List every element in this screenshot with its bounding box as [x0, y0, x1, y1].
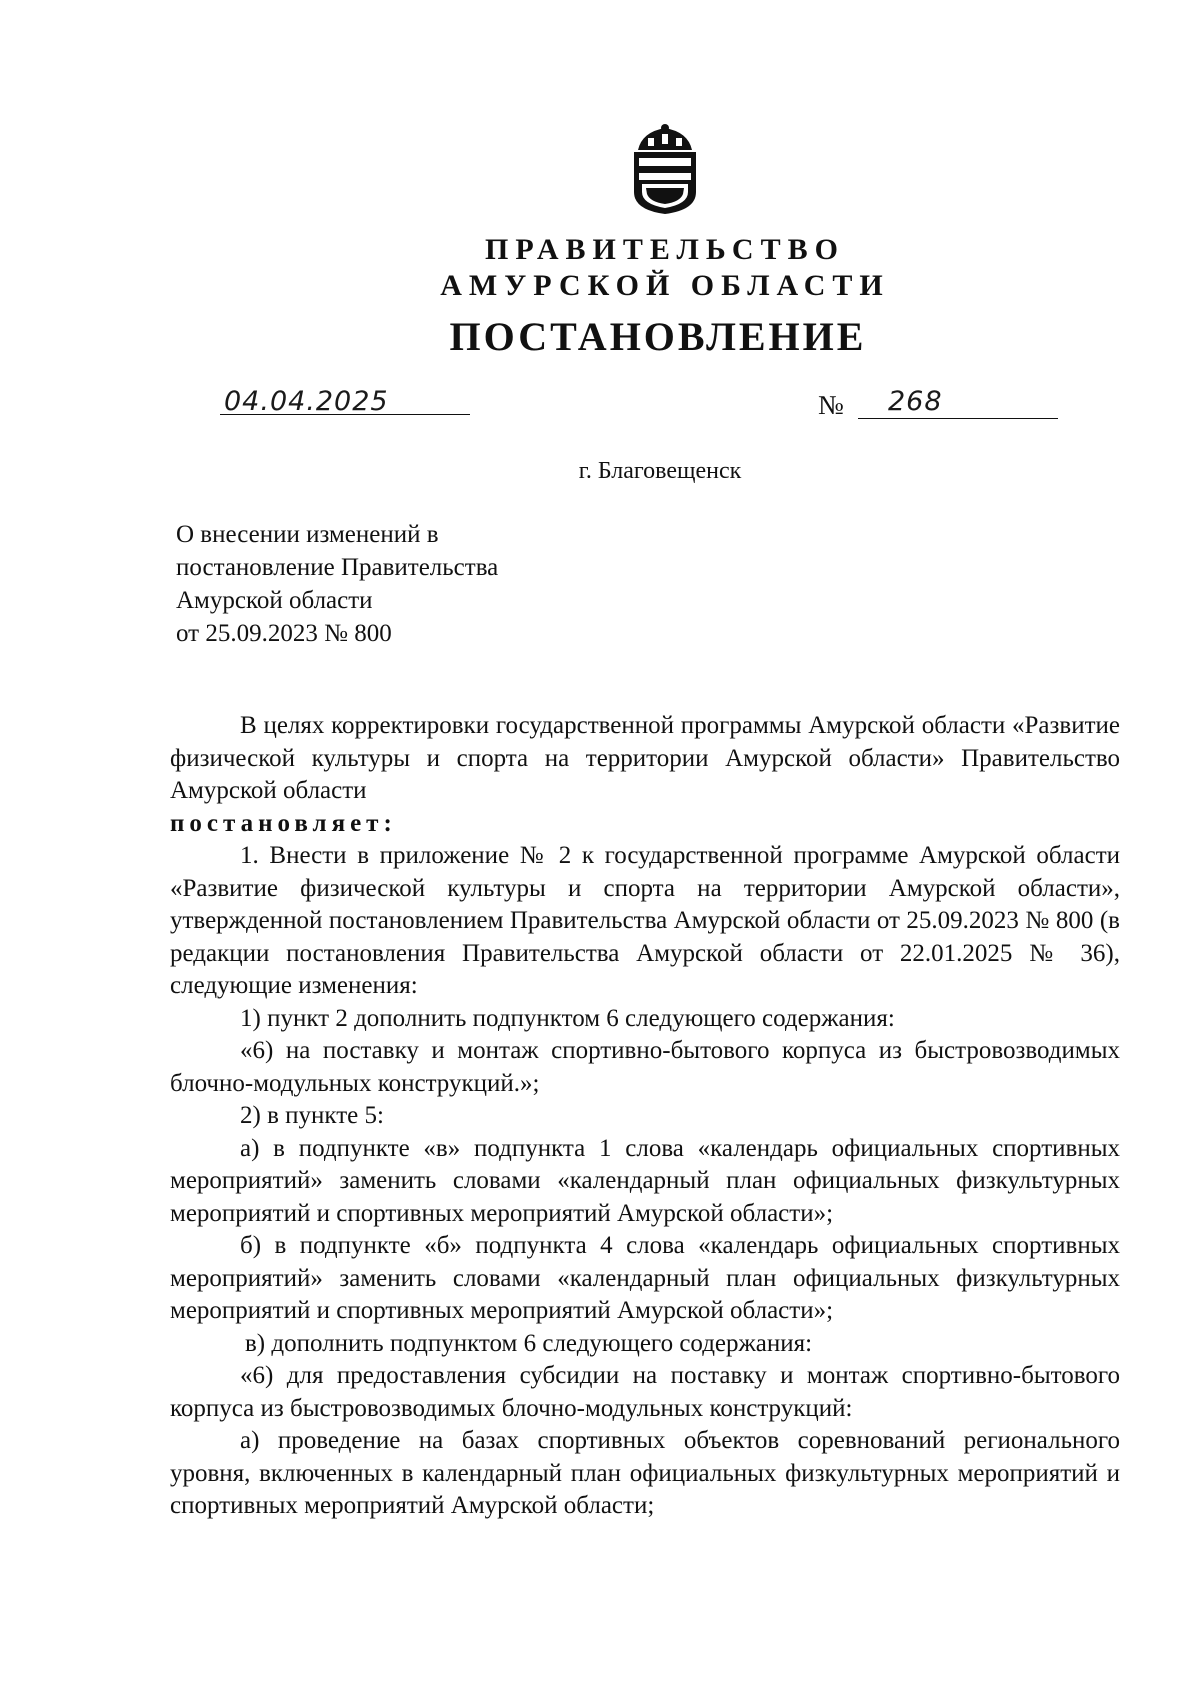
subitem-2c-text-paragraph: «6) для предоставления субсидии на поставку и монтаж спортивно-бытового корпуса из быстровозводимых блочно-модульных конструкций:	[170, 1362, 1120, 1422]
subitem-2c-paragraph: в) дополнить подпунктом 6 следующего содержания:	[245, 1329, 813, 1357]
subitem-1-paragraph: 1) пункт 2 дополнить подпунктом 6 следующего содержания:	[240, 1004, 895, 1032]
date-underline	[220, 414, 470, 415]
handwritten-number: 268	[888, 386, 943, 417]
document-body	[170, 710, 1120, 1523]
subject-line: О внесении изменений в	[176, 521, 439, 548]
subitem-2a-paragraph: а) в подпункте «в» подпункта 1 слова «календарь официальных спортивных мероприятий» заменить словами «календарный план официальных физкультурных мероприятий и спортивных мероприятий Амурской области»;	[170, 1134, 1120, 1227]
decree-word: постановляет:	[170, 809, 397, 837]
handwritten-date: 04.04.2025	[224, 386, 389, 417]
organization-name-line1: ПРАВИТЕЛЬСТВО	[485, 233, 845, 266]
subitem-2-paragraph: 2) в пункте 5:	[240, 1102, 384, 1129]
number-underline	[858, 418, 1058, 419]
item-1-paragraph: 1. Внести в приложение № 2 к государственной программе Амурской области «Развитие физической культуры и спорта на территории Амурской области», утвержденной постановлением Правительства Амурской области от 25.09.2023 № 800 (в редакции постановления Правительства Амурской области от 22.01.2025 № 36), следующие изменения:	[170, 842, 1120, 999]
city-name: г. Благовещенск	[578, 458, 742, 484]
subitem-2c-a-paragraph: а) проведение на базах спортивных объектов соревнований регионального уровня, включенных в календарный план официальных физкультурных мероприятий и спортивных мероприятий Амурской области;	[170, 1427, 1120, 1519]
subject-line: от 25.09.2023 № 800	[176, 620, 392, 647]
subitem-1-text-paragraph: «6) на поставку и монтаж спортивно-бытового корпуса из быстровозводимых блочно-модульных конструкций.»;	[170, 1037, 1120, 1097]
organization-name-line2: АМУРСКОЙ ОБЛАСТИ	[440, 269, 890, 302]
document-type-title: ПОСТАНОВЛЕНИЕ	[449, 314, 867, 359]
document-subject	[176, 518, 498, 650]
subject-line: Амурской области	[176, 587, 373, 614]
number-sign: №	[818, 390, 844, 420]
subject-line: постановление Правительства	[176, 554, 499, 581]
subitem-2b-paragraph: б) в подпункте «б» подпункта 4 слова «календарь официальных спортивных мероприятий» заменить словами «календарный план официальных физкультурных мероприятий и спортивных мероприятий Амурской области»;	[170, 1232, 1120, 1324]
preamble-paragraph: В целях корректировки государственной программы Амурской области «Развитие физической культуры и спорта на территории Амурской области» Правительство Амурской области	[170, 712, 1120, 804]
coat-of-arms-emblem	[628, 122, 702, 216]
